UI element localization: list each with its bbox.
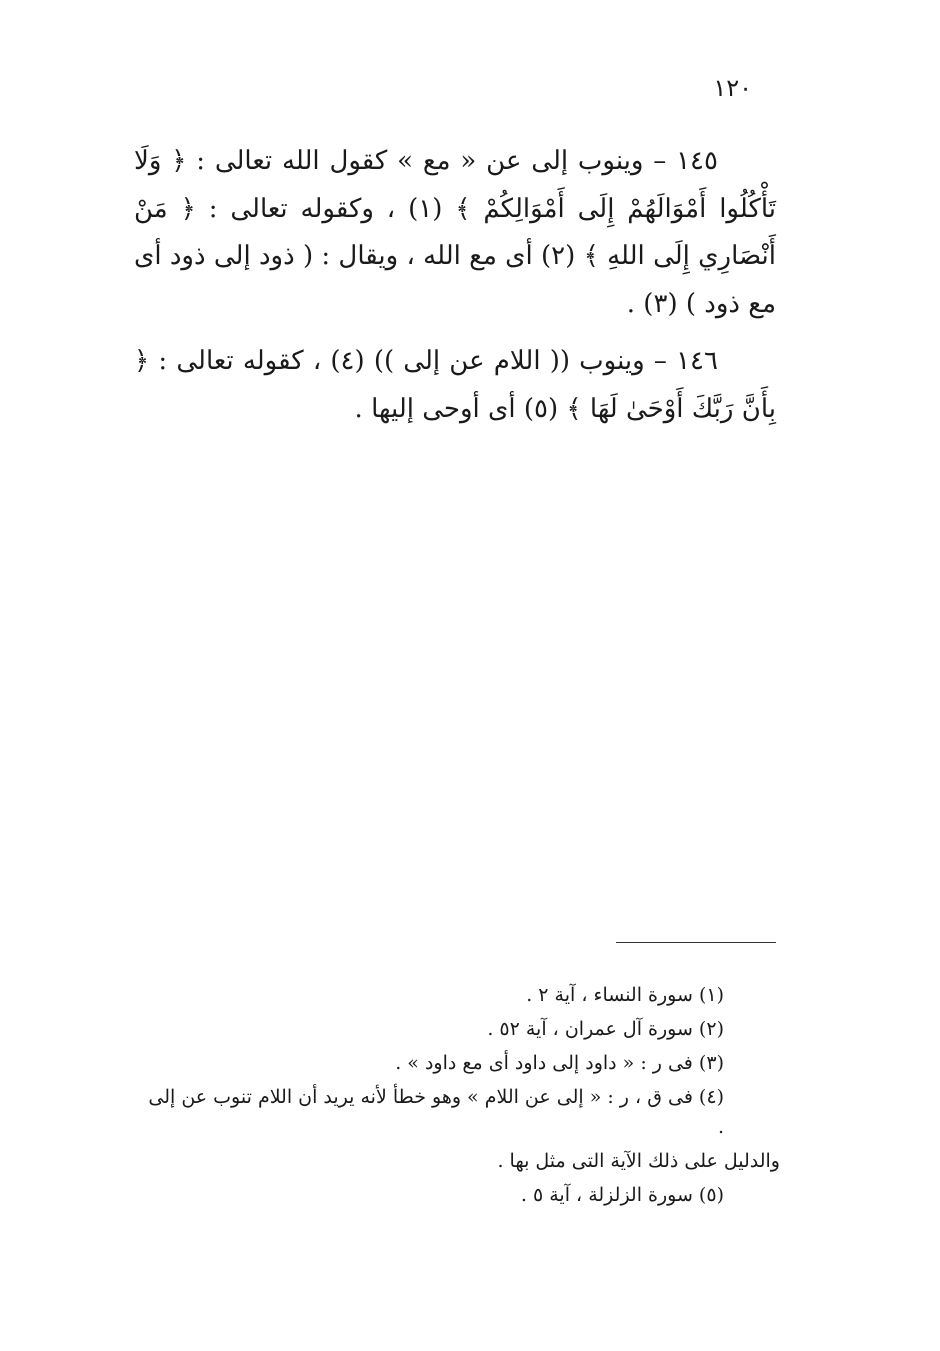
footnote-1: (١) سورة النساء ، آية ٢ . xyxy=(526,984,724,1006)
footnotes xyxy=(140,980,780,1214)
footnote-4-continuation: والدليل على ذلك الآية التى مثل بها . xyxy=(497,1150,780,1172)
page-number: ١٢٠ xyxy=(713,74,752,102)
footnote-2: (٢) سورة آل عمران ، آية ٥٢ . xyxy=(487,1018,724,1040)
footnote-divider xyxy=(616,942,776,943)
main-text xyxy=(134,138,776,433)
footnote-4: (٤) فى ق ، ر : « إلى عن اللام » وهو خطأ لأنه يريد أن اللام تنوب عن إلى . xyxy=(148,1086,724,1138)
paragraph-145: ١٤٥ – وينوب إلى عن « مع » كقول الله تعالى : ﴿ وَلَا تَأْكُلُوا أَمْوَالَهُمْ إِلَى أَمْوَالِكُمْ ﴾ (١) ، وكقوله تعالى : ﴿ مَنْ أَنْصَارِي إِلَى اللهِ ﴾ (٢) أى مع الله ، ويقال : ( ذود إلى ذود أى مع ذود ) (٣) . xyxy=(134,146,777,319)
footnote-3: (٣) فى ر : « داود إلى داود أى مع داود » . xyxy=(395,1052,724,1074)
paragraph-146: ١٤٦ – وينوب (( اللام عن إلى )) (٤) ، كقوله تعالى : ﴿ بِأَنَّ رَبَّكَ أَوْحَىٰ لَهَا ﴾ (٥) أى أوحى إليها . xyxy=(134,346,776,424)
footnote-5: (٥) سورة الزلزلة ، آية ٥ . xyxy=(520,1184,724,1206)
